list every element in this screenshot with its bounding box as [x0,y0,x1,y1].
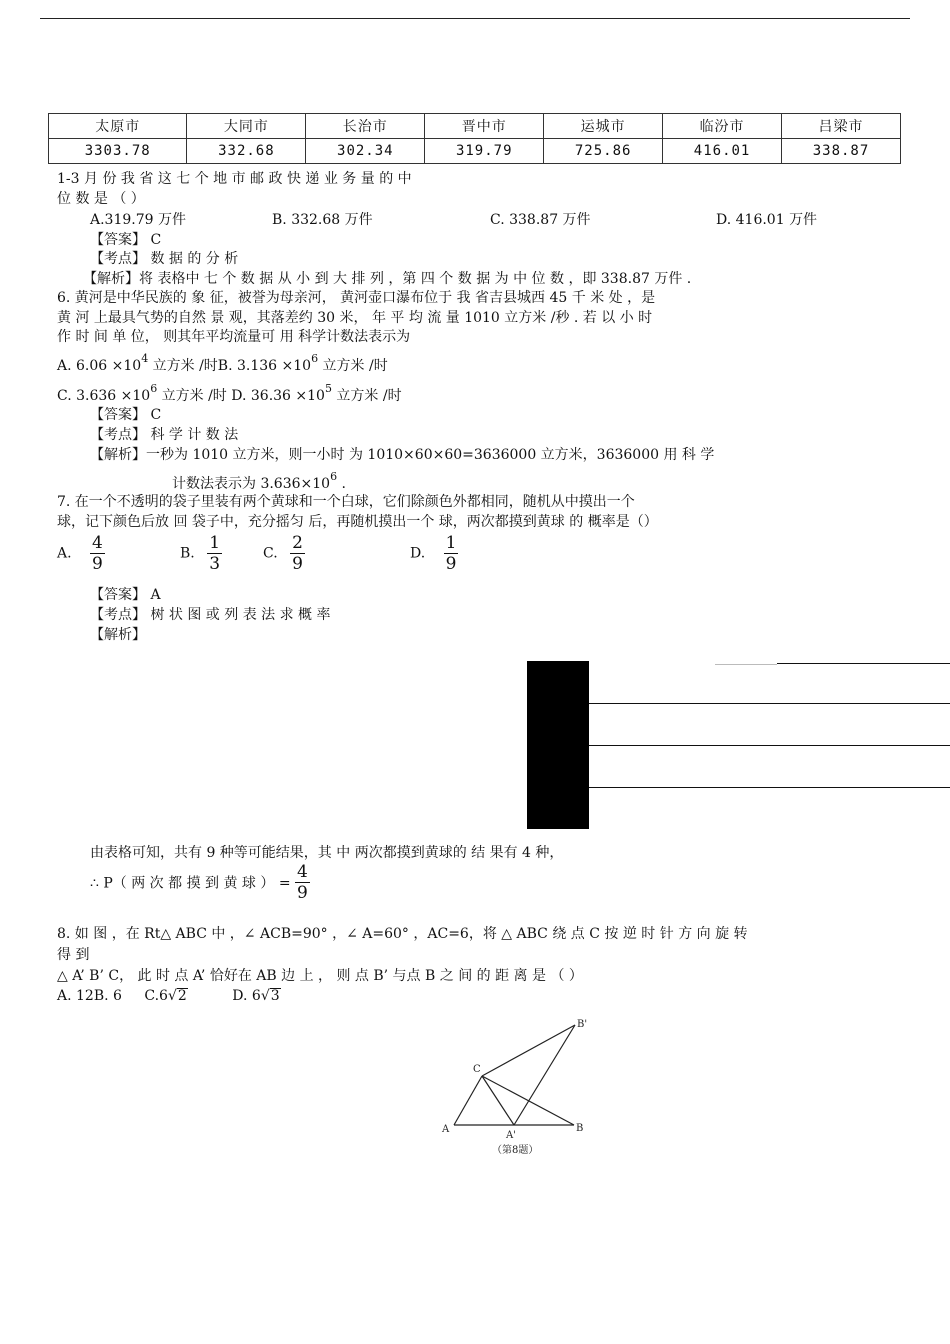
q8-options [57,988,281,1004]
q5-line1: 1-3 月 份 我 省 这 七 个 地 市 邮 政 快 递 业 务 量 的 中 [57,171,412,187]
q7-point: 【考点】 树 状 图 或 列 表 法 求 概 率 [90,607,331,623]
q6-option-d: 立方米 /时 D. 36.36 ×10 [157,388,325,404]
q5-analysis: 【解析】将 表格中 七 个 数 据 从 小 到 大 排 列 ，第 四 个 数 据 为 中 位 数 ，即 338.87 万件 . [83,271,692,287]
table-cell: 晋中市 [425,114,544,139]
q6-option-b: 立方米 /时B. 3.136 ×10 [148,358,312,374]
q5-line2: 位 数 是 （ ） [57,191,145,207]
q7-option-c [263,533,305,574]
q7-option-b-label: B. [180,545,195,562]
table-rule [589,703,950,704]
q7-analysis: 【解析】 [90,627,146,643]
table-header-row [49,114,901,139]
label-b: B [576,1123,584,1134]
fraction-numerator: 1 [209,533,221,553]
redacted-table-block [527,661,589,829]
q7-answer: 【答案】 A [90,587,161,603]
q6-option-b-exp: 6 [311,352,319,365]
segment-ac [454,1076,482,1125]
q8-option-a: A. 12 [57,988,94,1004]
q5-answer: 【答案】 C [90,232,162,248]
label-a: A [442,1124,450,1135]
q8-option-b: B. 6 [93,988,122,1004]
q6-option-a-exp: 4 [141,352,149,365]
q7-option-d [410,533,458,574]
table-cell: 运城市 [544,114,663,139]
q8-option-d: D. 6√3 [232,988,280,1004]
q7-option-a-fraction [90,533,105,574]
fraction-denominator: 9 [292,554,303,574]
fraction-numerator: 2 [292,533,303,553]
q7-result [90,862,310,903]
table-cell: 332.68 [187,139,306,164]
table-rule [777,663,950,664]
q8-option-c-radicand: 2 [177,988,187,1004]
table-cell: 725.86 [544,139,663,164]
q6-analysis-line1: 【解析】一秒为 1010 立方米，则一小时 为 1010×60×60=3636000 立方米，3636000 用 科 学 [90,447,715,463]
table-cell: 338.87 [782,139,901,164]
city-table [48,113,901,164]
q6-options-ab [57,352,388,375]
q8-option-c: C.6√2 [144,988,187,1004]
q7-option-c-fraction [290,533,305,574]
table-cell: 416.01 [663,139,782,164]
figure-caption: （第8题） [492,1145,539,1156]
q6-option-a: A. 6.06 ×10 [57,358,142,374]
q7-option-d-fraction [444,533,459,574]
segment-ca1 [482,1076,514,1125]
table-cell: 临汾市 [663,114,782,139]
q8-option-c-coef: C.6 [144,988,168,1004]
q5-point: 【考点】 数 据 的 分 析 [90,251,239,267]
table-rule [715,664,777,665]
fraction-denominator: 9 [445,554,457,574]
q8-line3: △ A’ B’ C， 此 时 点 A’ 恰好在 AB 边 上 ， 则 点 B’ 与点 B 之 间 的 距 离 是 （ ） [57,968,583,984]
q6-line3: 作 时 间 单 位， 则其年平均流量可 用 科学计数法表示为 [57,329,411,345]
table-row [49,139,901,164]
triangle-rotation-figure [430,1015,600,1160]
q6-option-c: C. 3.636 ×10 [57,388,151,404]
table-cell: 吕梁市 [782,114,901,139]
q5-option-b: B. 332.68 万件 [272,212,373,228]
q6-line1: 6. 黄河是中华民族的 象 征，被誉为母亲河， 黄河壶口瀑布位于 我 省吉县城西 45 千 米 处 ，是 [57,290,656,306]
table-cell: 大同市 [187,114,306,139]
header-rule [40,18,910,19]
q7-option-b [180,533,222,574]
q5-option-a: A.319.79 万件 [90,212,186,228]
q6-options-cd [57,382,402,405]
q7-summary: 由表格可知，共有 9 种等可能结果，其 中 两次都摸到黄球的 结 果有 4 种， [90,845,564,861]
q7-result-text: ∴ P（ 两 次 都 摸 到 黄 球 ） = [90,875,291,892]
q7-line2: 球，记下颜色后放 回 袋子中，充分摇匀 后，再随机摸出一个 球，两次都摸到黄球 的 概率是（） [57,514,658,530]
table-cell: 长治市 [306,114,425,139]
q6-option-d-unit: 立方米 /时 [331,388,402,404]
segment-a1b1 [514,1025,575,1125]
q7-option-a [57,533,105,574]
q6-point: 【考点】 科 学 计 数 法 [90,427,239,443]
q7-option-d-label: D. [410,545,426,562]
q8-option-d-coef: D. 6 [232,988,261,1004]
q7-option-a-label: A. [57,545,72,562]
q6-analysis-text: 计数法表示为 3.636×10 [172,476,331,492]
q6-analysis-end: . [337,476,346,492]
fraction-numerator: 4 [297,862,308,882]
fraction-denominator: 9 [92,554,103,574]
q8-option-d-radicand: 3 [270,988,280,1004]
table-cell: 302.34 [306,139,425,164]
q7-line1: 7. 在一个不透明的袋子里装有两个黄球和一个白球，它们除颜色外都相同，随机从中摸出一个 [57,494,635,510]
table-cell: 3303.78 [49,139,187,164]
q6-analysis-line2 [172,470,346,493]
label-c: C [473,1064,481,1075]
table-rule [589,745,950,746]
q8-line1: 8. 如 图 ，在 Rt△ ABC 中 ，∠ ACB=90° ，∠ A=60° ，AC=6，将 △ ABC 绕 点 C 按 逆 时 针 方 向 旋 转 [57,926,748,942]
q6-option-b-unit: 立方米 /时 [318,358,388,374]
q5-option-d: D. 416.01 万件 [716,212,818,228]
label-a-prime: A' [506,1130,516,1141]
q6-option-d-exp: 5 [324,382,332,395]
q7-option-b-fraction [207,533,222,574]
segment-cb1 [482,1025,575,1076]
q5-option-c: C. 338.87 万件 [490,212,591,228]
fraction-denominator: 3 [209,554,221,574]
fraction-numerator: 1 [445,533,457,553]
q6-answer: 【答案】 C [90,407,162,423]
segment-cb [482,1076,574,1125]
label-b-prime: B' [577,1019,588,1030]
q8-line2: 得 到 [57,947,90,963]
table-rule [589,787,950,788]
q7-result-fraction [295,862,310,903]
fraction-denominator: 9 [297,883,308,903]
q6-option-c-exp: 6 [150,382,158,395]
table-cell: 319.79 [425,139,544,164]
fraction-numerator: 4 [92,533,103,553]
q6-analysis-exp: 6 [330,470,338,483]
q6-line2: 黄 河 上最具气势的自然 景 观，其落差约 30 米， 年 平 均 流 量 1010 立方米 /秒 . 若 以 小 时 [57,310,653,326]
table-cell: 太原市 [49,114,187,139]
q7-option-c-label: C. [263,545,278,562]
